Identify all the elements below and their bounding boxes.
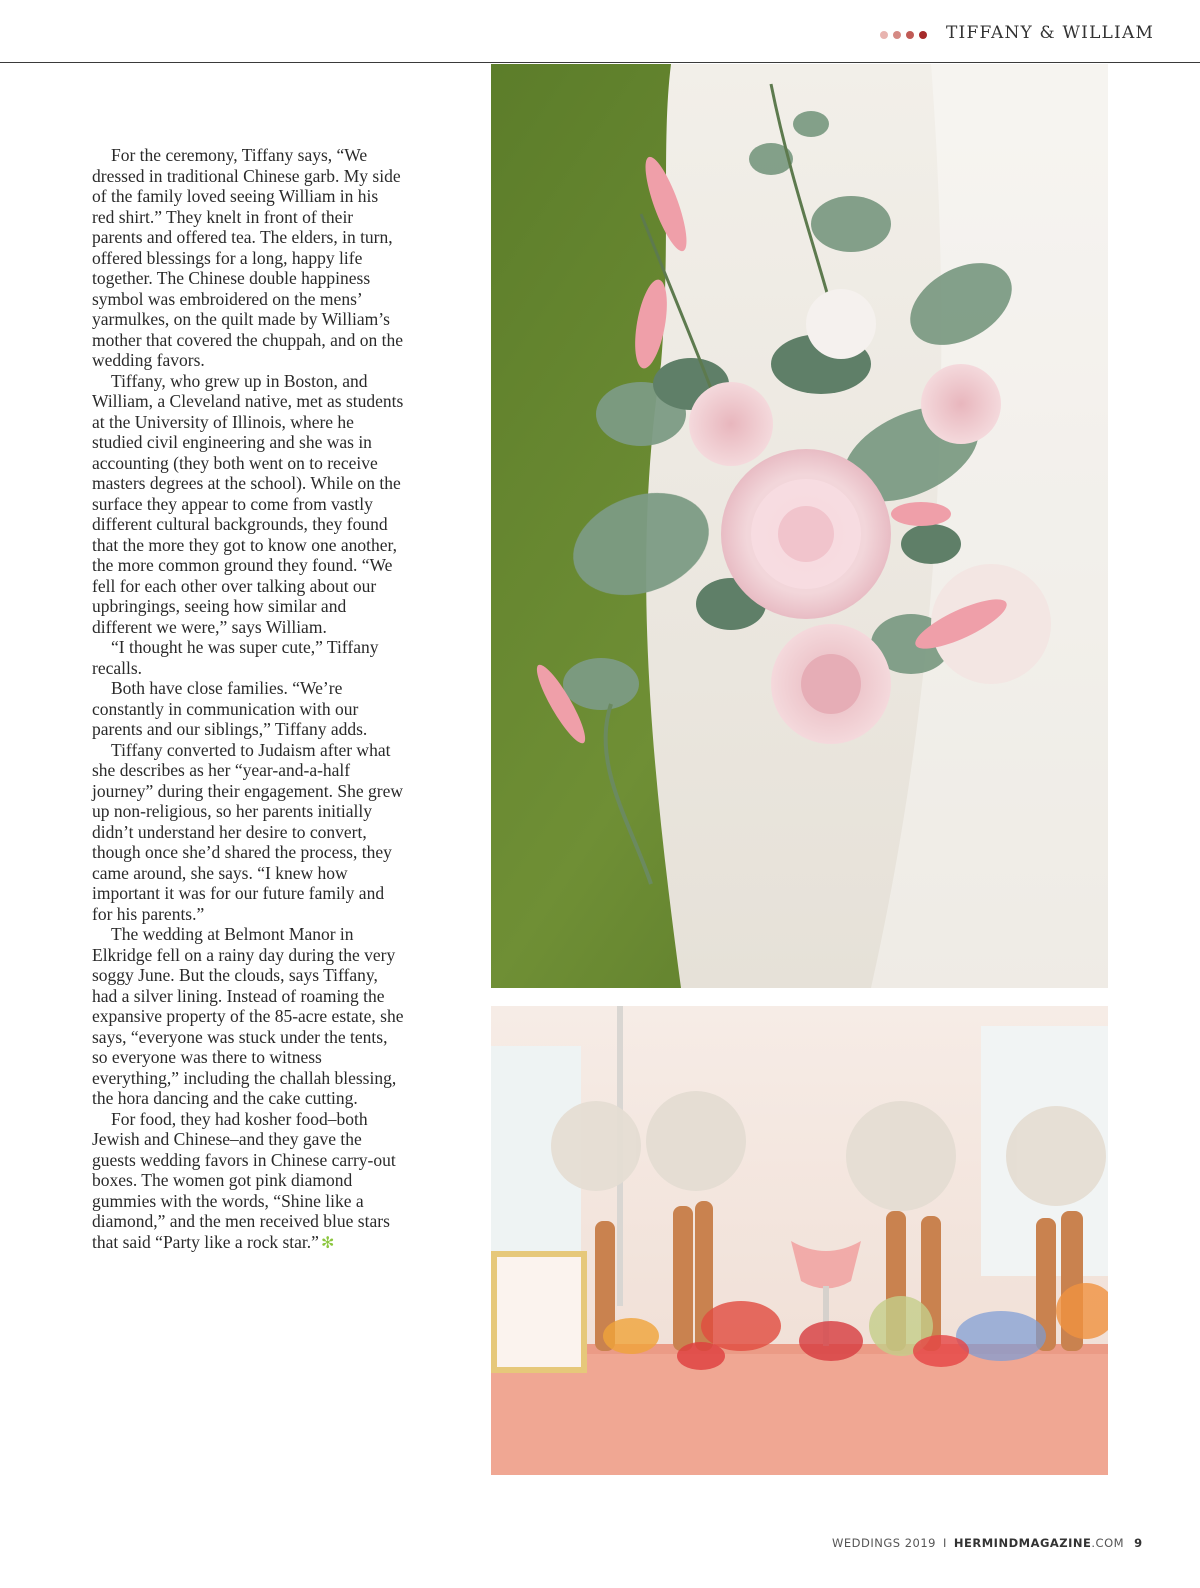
bouquet-photo xyxy=(491,64,1108,988)
running-header-title: TIFFANY & WILLIAM xyxy=(946,23,1155,43)
issue-label: WEDDINGS 2019 xyxy=(832,1536,936,1550)
article-paragraph: The wedding at Belmont Manor in Elkridge fell on a rainy day during the very soggy June. But the clouds, says Tiffany, had a silver lining. Instead of roaming the expansive property of the 85-acre estate, she says, “everyone was stuck under the tents, so everyone was there to witness everything,” including the challah blessing, the hora dancing and the cake cutting. xyxy=(92,924,404,1108)
article-body xyxy=(92,145,404,1253)
brand-name-bold: HERMIND xyxy=(953,1536,1019,1550)
header-dot xyxy=(893,31,901,39)
end-mark-icon: ✻ xyxy=(320,1232,335,1252)
footer-separator: I xyxy=(942,1536,947,1550)
header-dots xyxy=(880,31,927,39)
header-dot xyxy=(919,31,927,39)
page-number: 9 xyxy=(1134,1536,1143,1550)
article-paragraph: “I thought he was super cute,” Tiffany recalls. xyxy=(92,637,379,678)
page-footer xyxy=(832,1536,1172,1550)
article-paragraph: Both have close families. “We’re constantly in communication with our parents and our siblings,” Tiffany adds. xyxy=(92,678,368,739)
header-dot xyxy=(880,31,888,39)
article-paragraph-last xyxy=(92,1109,404,1254)
brand-tld: .COM xyxy=(1091,1536,1125,1550)
article-paragraph: Tiffany, who grew up in Boston, and William, a Cleveland native, met as students at the University of Illinois, where he studied civil engineering and she was in accounting (they both went on to receive masters degrees at the school). While on the surface they appear to come from vastly different cultural backgrounds, they found that the more they got to know one another, the more common ground they found. “We fell for each other over talking about our upbringings, seeing how similar and different we were,” says William. xyxy=(92,370,404,637)
brand-name-magazine: MAGAZINE xyxy=(1018,1536,1092,1550)
article-paragraph: For the ceremony, Tiffany says, “We dressed in traditional Chinese garb. My side of the family loved seeing William in his red shirt.” They knelt in front of their parents and offered tea. The elders, in turn, offered blessings for a long, happy life together. The Chinese double happiness symbol was embroidered on the mens’ yarmulkes, on the quilt made by William’s mother that covered the chuppah, and on the wedding favors. xyxy=(92,145,404,370)
article-paragraph-text: For food, they had kosher food–both Jewish and Chinese–and they gave the guests wedding favors in Chinese carry-out boxes. The women got pink diamond gummies with the words, “Shine like a diamond,” and the men received blue stars that said “Party like a rock star.” xyxy=(92,1108,396,1252)
article-paragraph: Tiffany converted to Judaism after what she describes as her “year-and-a-half journey” during their engagement. She grew up non-religious, so her parents initially didn’t understand her desire to convert, though once she’d shared the process, they came around, she says. “I knew how important it was for our future family and for his parents.” xyxy=(92,739,404,924)
header-rule xyxy=(0,62,1200,63)
candy-bar-photo xyxy=(491,1006,1108,1475)
header-dot xyxy=(906,31,914,39)
